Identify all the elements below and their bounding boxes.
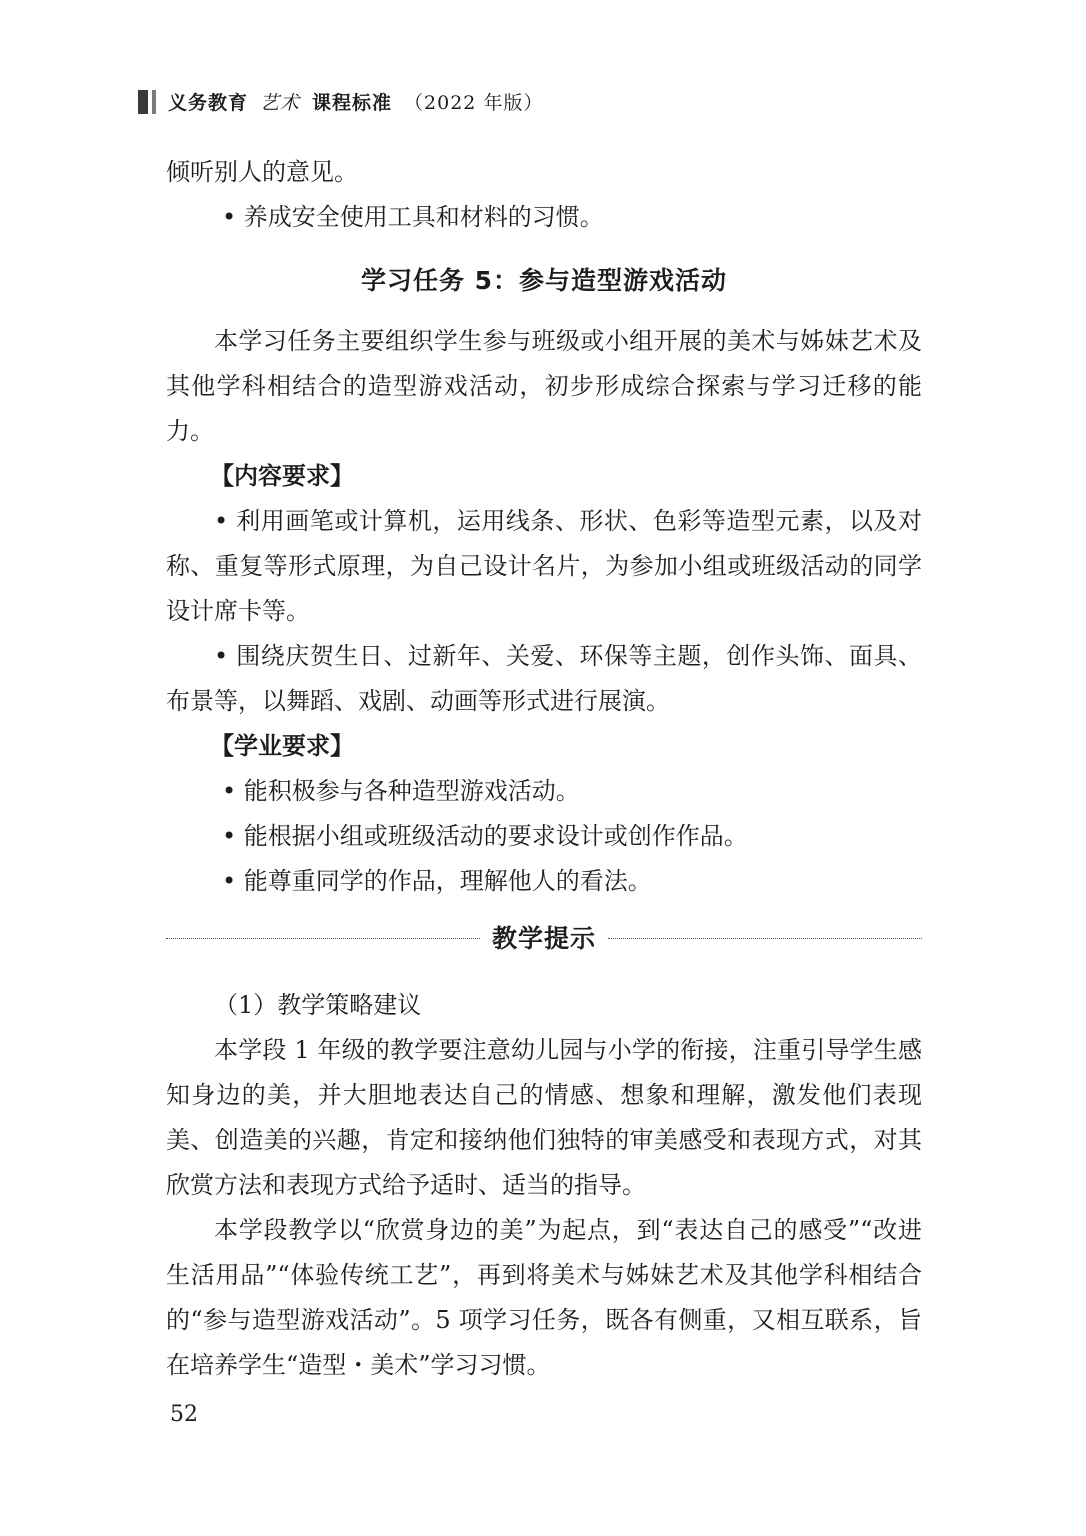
academic-requirements-label: 【学业要求】 xyxy=(210,732,354,760)
teaching-tips-paragraph: 本学段 1 年级的教学要注意幼儿园与小学的衔接，注重引导学生感知身边的美，并大胆地表达自己的情感、想象和理解，激发他们表现美、创造美的兴趣，肯定和接纳他们独特的审美感受和表现方式，对其欣赏方法和表现方式给予适时、适当的指导。 xyxy=(166,1036,922,1199)
intro-bullet: • 养成安全使用工具和材料的习惯。 xyxy=(222,203,604,231)
header-prefix: 义务教育 xyxy=(168,92,249,114)
header-mark-icon xyxy=(138,90,156,114)
teaching-tips-subheading: （1）教学策略建议 xyxy=(214,991,422,1019)
teaching-tips-paragraph: 本学段教学以“欣赏身边的美”为起点，到“表达自己的感受”“改进生活用品”“体验传统工艺”，再到将美术与姊妹艺术及其他学科相结合的“参与造型游戏活动”。5 项学习任务，既各有侧重，又相互联系，旨在培养学生“造型・美术”学习习惯。 xyxy=(166,1216,922,1379)
dotted-rule xyxy=(608,938,922,939)
task-description: 本学习任务主要组织学生参与班级或小组开展的美术与姊妹艺术及其他学科相结合的造型游戏活动，初步形成综合探索与学习迁移的能力。 xyxy=(166,327,922,445)
dotted-rule xyxy=(166,938,480,939)
academic-requirement-item: • 能积极参与各种造型游戏活动。 xyxy=(222,777,580,805)
header-subject: 艺术 xyxy=(260,92,301,114)
header-edition: （2022 年版） xyxy=(404,92,544,114)
content-requirement-item: • 围绕庆贺生日、过新年、关爱、环保等主题，创作头饰、面具、布景等，以舞蹈、戏剧、动画等形式进行展演。 xyxy=(166,642,922,715)
header-title: 课程标准 xyxy=(312,92,393,114)
content-requirements-label: 【内容要求】 xyxy=(210,462,354,490)
page-body xyxy=(166,150,922,1388)
content-requirement-item: • 利用画笔或计算机，运用线条、形状、色彩等造型元素，以及对称、重复等形式原理，为自己设计名片，为参加小组或班级活动的同学设计席卡等。 xyxy=(166,507,922,625)
task-title: 学习任务 5：参与造型游戏活动 xyxy=(360,266,728,295)
page-number: 52 xyxy=(170,1402,198,1427)
academic-requirement-item: • 能尊重同学的作品，理解他人的看法。 xyxy=(222,867,652,895)
teaching-tips-label: 教学提示 xyxy=(492,924,597,953)
academic-requirement-item: • 能根据小组或班级活动的要求设计或创作作品。 xyxy=(222,822,748,850)
continued-line: 倾听别人的意见。 xyxy=(166,158,358,186)
running-header xyxy=(138,88,543,115)
teaching-tips-divider xyxy=(166,916,922,961)
